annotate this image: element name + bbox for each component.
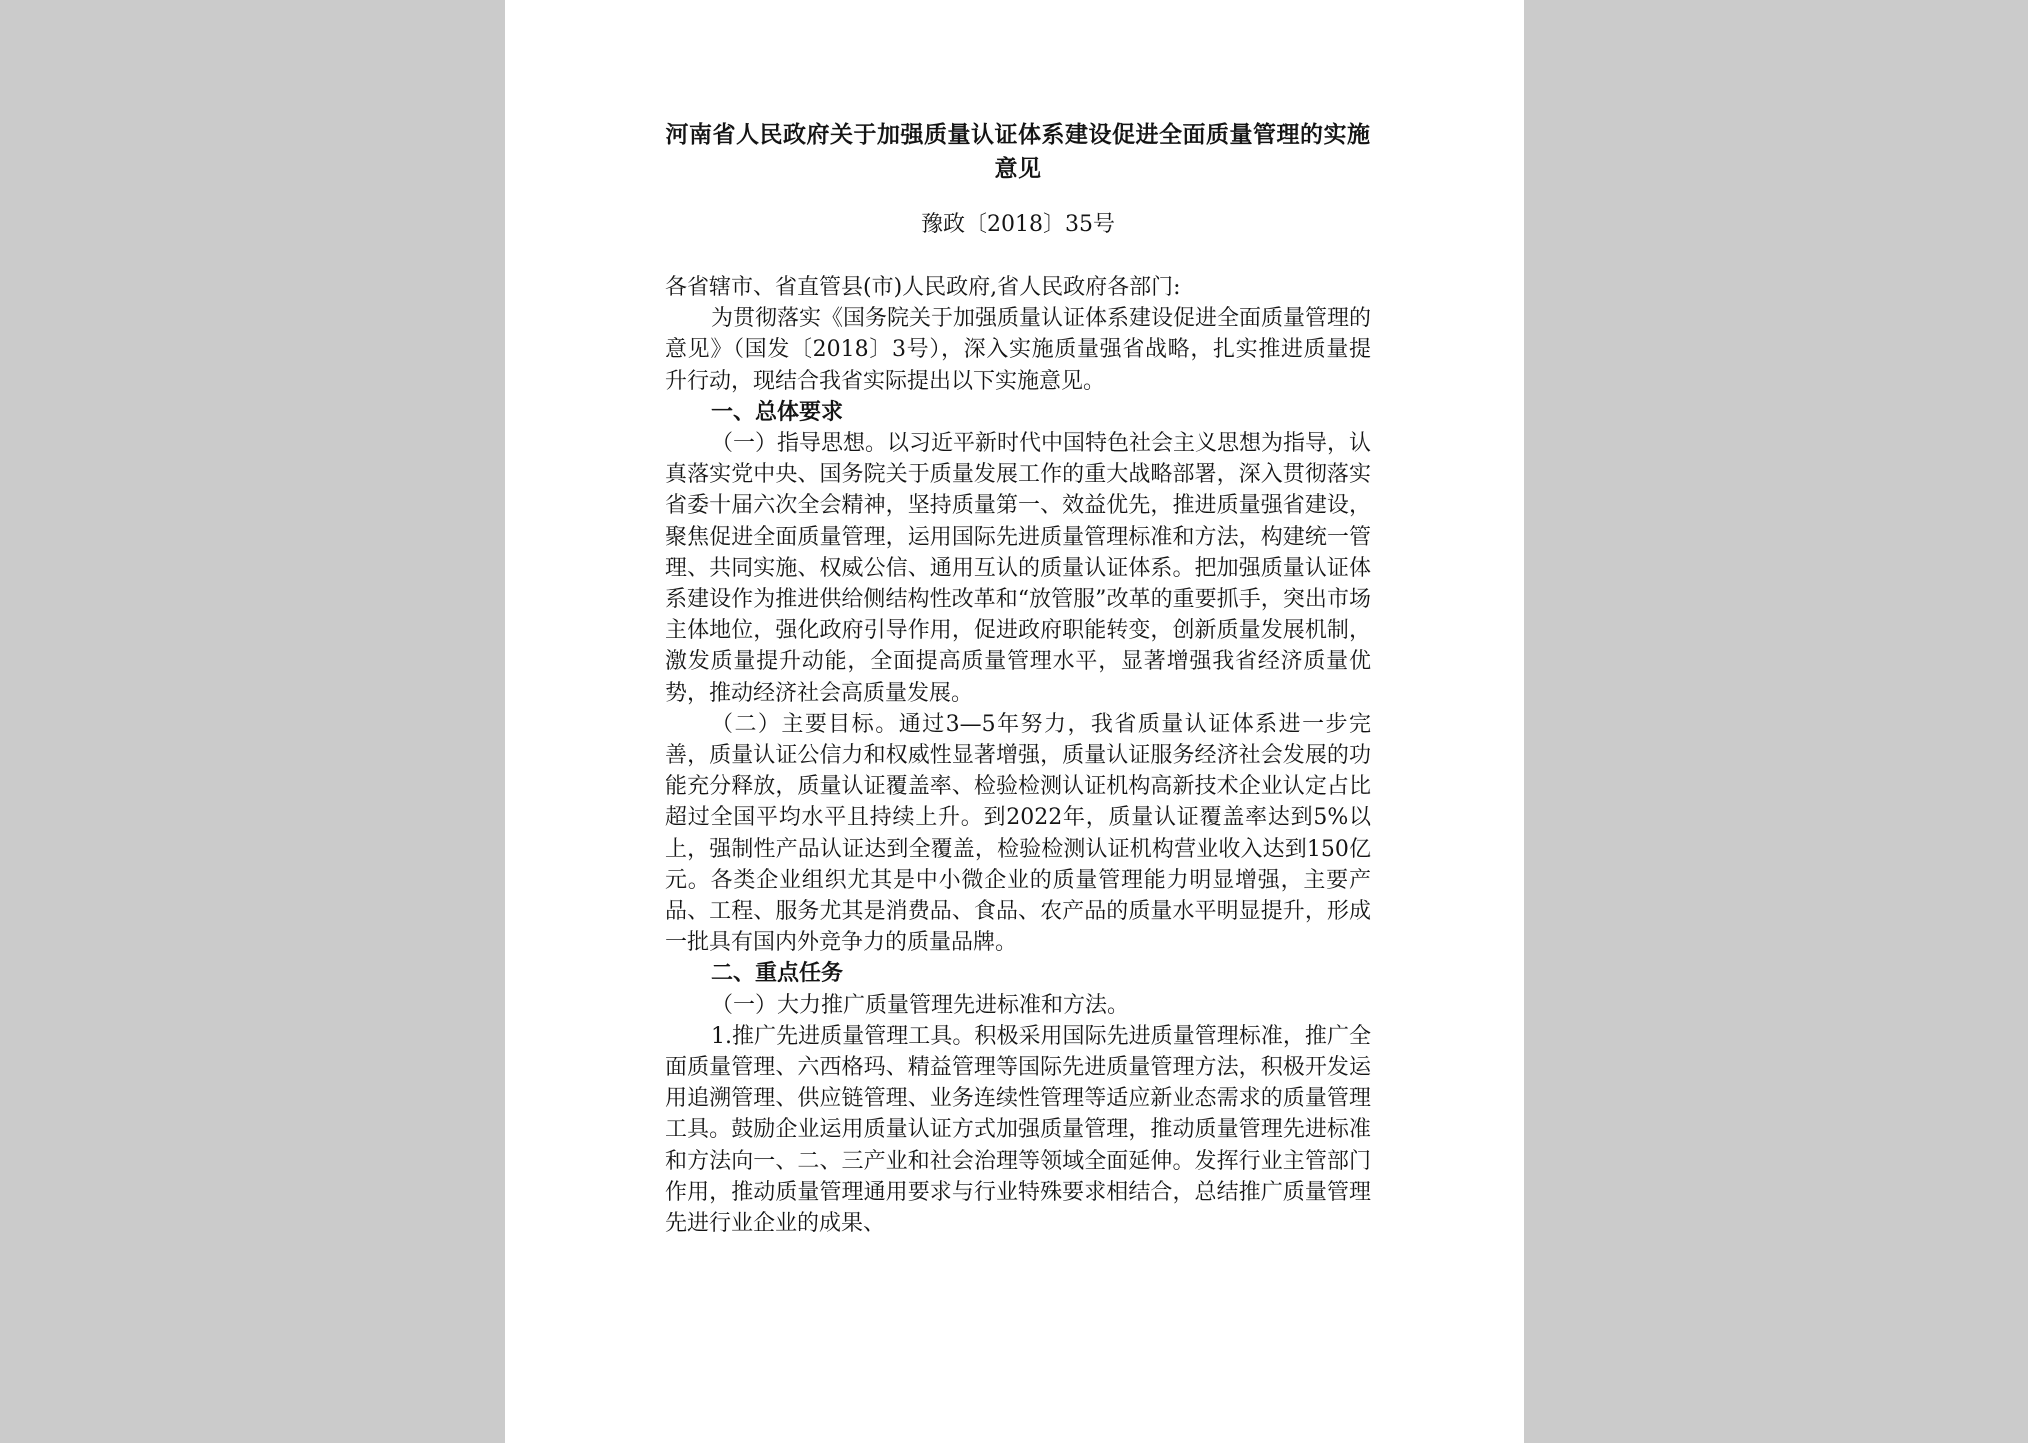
document-title: 河南省人民政府关于加强质量认证体系建设促进全面质量管理的实施意见 <box>665 122 1371 182</box>
salutation: 各省辖市、省直管县(市)人民政府,省人民政府各部门: <box>665 275 1181 300</box>
document-body <box>665 118 1371 1239</box>
main-goals-paragraph: （二）主要目标。通过3—5年努力，我省质量认证体系进一步完善，质量认证公信力和权威性显著增强，质量认证服务经济社会发展的功能充分释放，质量认证覆盖率、检验检测认证机构高新技术企业认定占比超过全国平均水平且持续上升。到2022年，质量认证覆盖率达到5%以上，强制性产品认证达到全覆盖，检验检测认证机构营业收入达到150亿元。各类企业组织尤其是中小微企业的质量管理能力明显增强，主要产品、工程、服务尤其是消费品、食品、农产品的质量水平明显提升，形成一批具有国内外竞争力的质量品牌。 <box>665 711 1371 956</box>
section-heading-key-tasks: 二、重点任务 <box>711 961 844 987</box>
subsection-heading: （一）大力推广质量管理先进标准和方法。 <box>711 992 1130 1018</box>
intro-paragraph: 为贯彻落实《国务院关于加强质量认证体系建设促进全面质量管理的意见》（国发〔2018〕3号），深入实施质量强省战略，扎实推进质量提升行动，现结合我省实际提出以下实施意见。 <box>665 306 1372 394</box>
document-page <box>505 0 1524 1443</box>
section-heading-general-requirements: 一、总体要求 <box>711 399 844 425</box>
task-paragraph: 1.推广先进质量管理工具。积极采用国际先进质量管理标准，推广全面质量管理、六西格玛、精益管理等国际先进质量管理方法，积极开发运用追溯管理、供应链管理、业务连续性管理等适应新业态需求的质量管理工具。鼓励企业运用质量认证方式加强质量管理，推动质量管理先进标准和方法向一、二、三产业和社会治理等领域全面延伸。发挥行业主管部门作用，推动质量管理通用要求与行业特殊要求相结合，总结推广质量管理先进行业企业的成果、 <box>665 1023 1371 1237</box>
guiding-ideology-paragraph: （一）指导思想。以习近平新时代中国特色社会主义思想为指导，认真落实党中央、国务院关于质量发展工作的重大战略部署，深入贯彻落实省委十届六次全会精神，坚持质量第一、效益优先，推进质量强省建设，聚焦促进全面质量管理，运用国际先进质量管理标准和方法，构建统一管理、共同实施、权威公信、通用互认的质量认证体系。把加强质量认证体系建设作为推进供给侧结构性改革和“放管服”改革的重要抓手，突出市场主体地位，强化政府引导作用，促进政府职能转变，创新质量发展机制，激发质量提升动能，全面提高质量管理水平，显著增强我省经济质量优势，推动经济社会高质量发展。 <box>665 431 1372 706</box>
document-number: 豫政〔2018〕35号 <box>921 212 1115 237</box>
